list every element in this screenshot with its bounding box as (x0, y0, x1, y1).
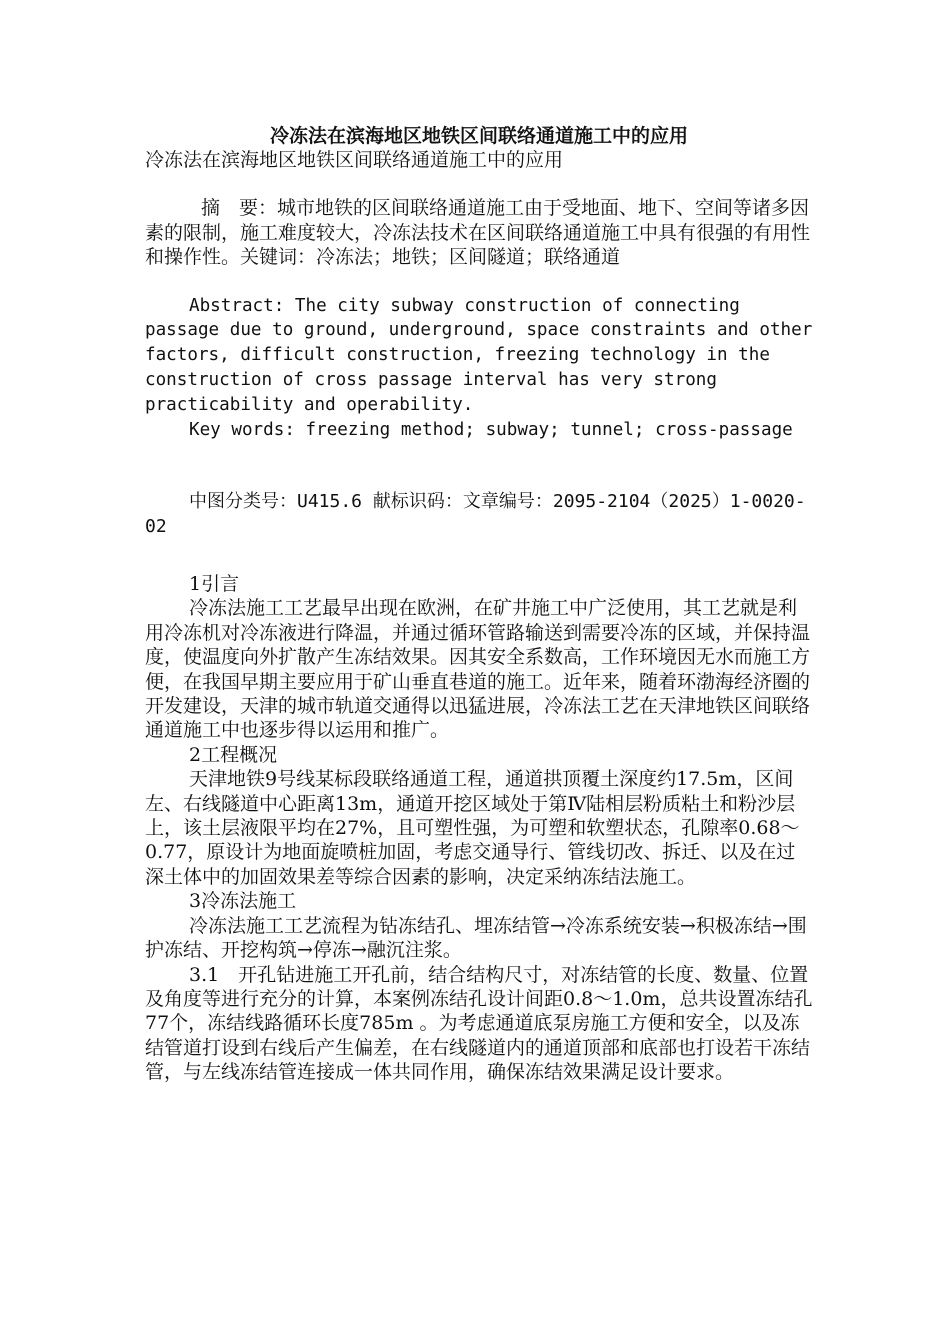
section-paragraph: 天津地铁9号线某标段联络通道工程，通道拱顶覆土深度约17.5m，区间左、右线隧道中心距离13m，通道开挖区域处于第Ⅳ陆相层粉质粘土和粉沙层上，该土层液限平均在27%，且可塑性强，为可塑和软塑状态，孔隙率0.68～0.77，原设计为地面旋喷桩加固，考虑交通导行、管线切改、拆迁、以及在过深土体中的加固效果差等综合因素的影响，决定采纳冻结法施工。 (145, 768, 800, 888)
section-paragraph: 3.1 开孔钻进施工开孔前，结合结构尺寸，对冻结管的长度、数量、位置及角度等进行充分的计算，本案例冻结孔设计间距0.8～1.0m，总共设置冻结孔77个，冻结线路循环长度785m 。为考虑通道底泵房施工方便和安全，以及冻结管道打设到右线后产生偏差，在右线隧道内的通道顶部和底部也打设若干冻结管，与左线冻结管连接成一体共同作用，确保冻结效果满足设计要求。 (145, 963, 813, 1084)
document-subtitle: 冷冻法在滨海地区地铁区间联络通道施工中的应用 (145, 149, 564, 171)
document-page (145, 124, 813, 1085)
abstract-chinese: 摘 要：城市地铁的区间联络通道施工由于受地面、地下、空间等诸多因素的限制，施工难度较大，冷冻法技术在区间联络通道施工中具有很强的有用性和操作性。关键词：冷冻法；地铁；区间隧道；联络通道 (145, 197, 811, 269)
spacer (145, 270, 813, 294)
spacer (145, 442, 813, 490)
section-heading-overview: 2工程概况 (189, 743, 278, 766)
section-paragraph: 冷冻法施工工艺流程为钻冻结孔、埋冻结管→冷冻系统安装→积极冻结→围护冻结、开挖构筑→停冻→融沉注浆。 (145, 914, 807, 962)
abstract-english: Abstract: The city subway construction of connecting passage due to ground, underground, space constraints and other factors, difficult construction, freezing technology in the construction of cross passage interval has very strong practicability and operability. (145, 295, 813, 415)
section-paragraph: 冷冻法施工工艺最早出现在欧洲，在矿井施工中广泛使用，其工艺就是利用冷冻机对冷冻液进行降温，并通过循环管路输送到需要冷冻的区域，并保持温度，使温度向外扩散产生冻结效果。因其安全系数高，工作环境因无水而施工方便，在我国早期主要应用于矿山垂直巷道的施工。近年来，随着环渤海经济圈的开发建设，天津的城市轨道交通得以迅猛进展，冷冻法工艺在天津地铁区间联络通道施工中也逐步得以运用和推广。 (145, 597, 811, 742)
section-heading-freezing: 3冷冻法施工 (189, 890, 297, 913)
document-title: 冷冻法在滨海地区地铁区间联络通道施工中的应用 (269, 125, 688, 147)
keywords-english: Key words: freezing method; subway; tunnel; cross-passage (189, 419, 793, 440)
section-heading-intro: 1引言 (189, 573, 240, 595)
spacer (145, 540, 813, 572)
classification-line: 中图分类号：U415.6 献标识码：文章编号：2095-2104（2025）1-0020-02 (145, 491, 806, 538)
